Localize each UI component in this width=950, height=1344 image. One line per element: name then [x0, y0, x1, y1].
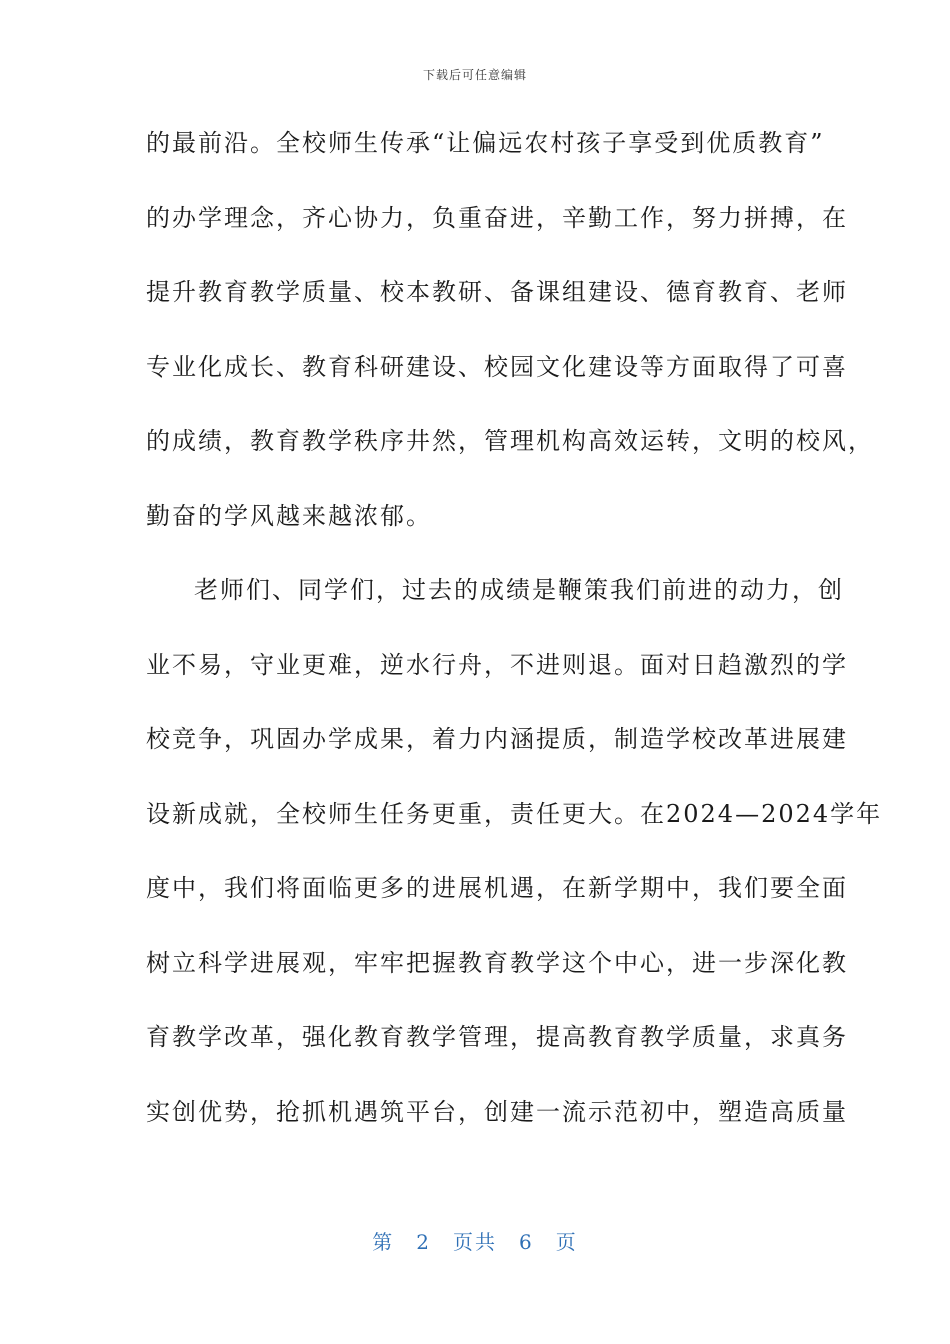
text-line: 的办学理念，齐心协力，负重奋进，辛勤工作，努力拼搏，在: [146, 203, 848, 232]
footer-ye: 页: [555, 1230, 578, 1254]
text-line: 专业化成长、教育科研建设、校园文化建设等方面取得了可喜: [146, 352, 848, 381]
document-body: [146, 121, 883, 1164]
total-pages: 6: [519, 1230, 534, 1254]
page-header: 下载后可任意编辑: [422, 68, 527, 82]
text-line: 的成绩，教育教学秩序井然，管理机构高效运转，文明的校风，: [146, 427, 874, 455]
text-line: 的最前沿。全校师生传承“让偏远农村孩子享受到优质教育”: [146, 129, 825, 157]
text-line: 度中，我们将面临更多的进展机遇，在新学期中，我们要全面: [146, 874, 848, 902]
text-line: 育教学改革，强化教育教学管理，提高教育教学质量，求真务: [146, 1023, 848, 1051]
text-line: 校竞争，巩固办学成果，着力内涵提质，制造学校改革进展建: [146, 725, 848, 753]
paragraph-2: [146, 568, 883, 1164]
page-footer: [0, 1226, 950, 1255]
paragraph-1: [146, 121, 874, 568]
footer-ye-gong: 页共: [453, 1230, 497, 1254]
text-line: 业不易，守业更难，逆水行舟，不进则退。面对日趋激烈的学: [146, 650, 848, 679]
footer-di: 第: [372, 1230, 395, 1254]
text-line: 勤奋的学风越来越浓郁。: [146, 501, 432, 530]
text-line: 树立科学进展观，牢牢把握教育教学这个中心，进一步深化教: [146, 948, 848, 977]
text-line: 老师们、同学们，过去的成绩是鞭策我们前进的动力，创: [194, 576, 844, 604]
page-number: 2: [416, 1230, 431, 1254]
text-line: 实创优势，抢抓机遇筑平台，创建一流示范初中，塑造高质量: [146, 1097, 848, 1126]
text-line: 设新成就，全校师生任务更重，责任更大。在2024—2024学年: [146, 799, 883, 828]
text-line: 提升教育教学质量、校本教研、备课组建设、德育教育、老师: [146, 278, 848, 306]
